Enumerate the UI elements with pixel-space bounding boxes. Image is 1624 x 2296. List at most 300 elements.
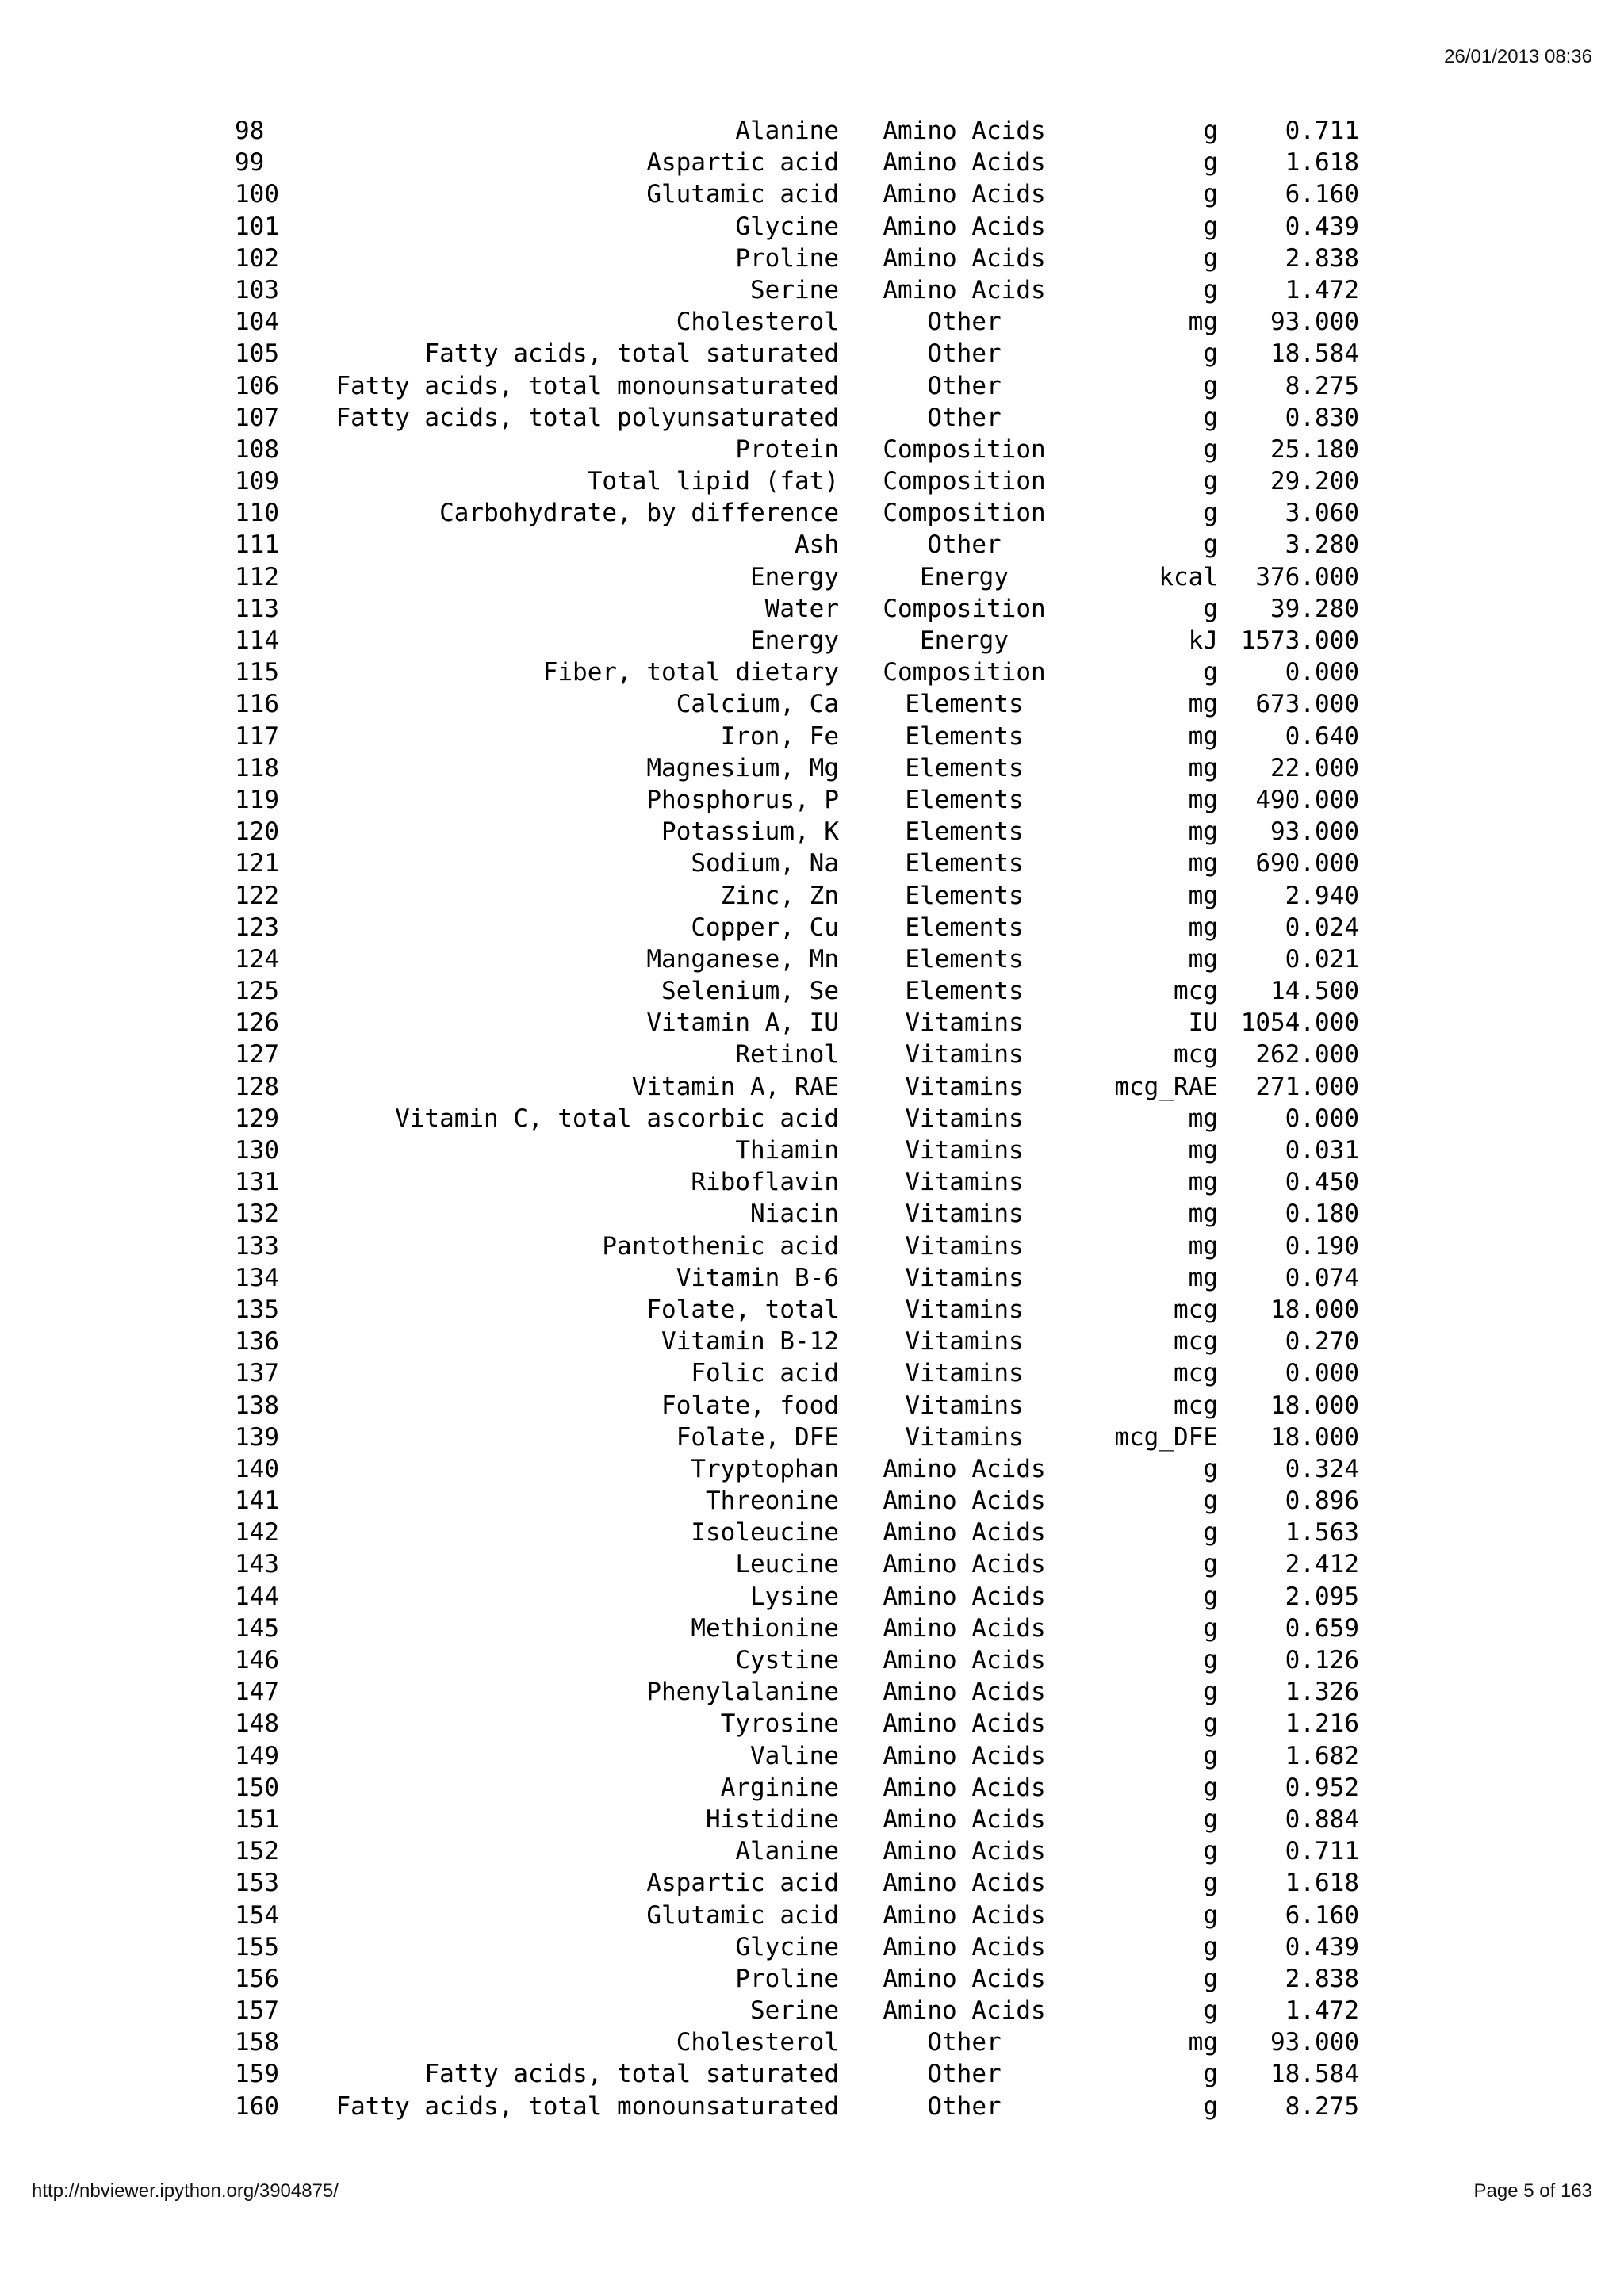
nutrient-category: Amino Acids xyxy=(883,212,1046,241)
nutrient-category: Composition xyxy=(883,594,1046,623)
nutrient-category: Elements xyxy=(905,753,1024,783)
table-row xyxy=(235,1390,1361,1422)
print-timestamp: 26/01/2013 08:36 xyxy=(1444,46,1592,67)
nutrient-name: Aspartic acid xyxy=(646,148,839,178)
row-index: 111 xyxy=(235,530,279,560)
nutrient-value: 93.000 xyxy=(1270,308,1359,337)
row-index: 118 xyxy=(235,753,279,783)
nutrient-category: Amino Acids xyxy=(883,1837,1046,1866)
nutrient-name: Fatty acids, total monounsaturated xyxy=(335,371,839,400)
nutrient-category: Amino Acids xyxy=(883,1900,1046,1930)
row-index: 121 xyxy=(235,849,279,878)
table-row xyxy=(235,1262,1361,1294)
nutrient-value: 0.000 xyxy=(1285,1359,1359,1388)
nutrient-name: Fiber, total dietary xyxy=(542,658,839,687)
nutrient-category: Amino Acids xyxy=(883,180,1046,209)
nutrient-name: Calcium, Ca xyxy=(676,690,839,719)
table-row xyxy=(235,912,1361,943)
table-row xyxy=(235,370,1361,402)
nutrient-name: Energy xyxy=(750,562,839,591)
row-index: 122 xyxy=(235,881,279,910)
table-row xyxy=(235,1230,1361,1262)
nutrient-category: Amino Acids xyxy=(883,1582,1046,1611)
nutrient-value: 0.952 xyxy=(1285,1773,1359,1802)
nutrient-name: Fatty acids, total saturated xyxy=(424,339,839,369)
table-row xyxy=(235,1613,1361,1644)
nutrient-unit: mcg xyxy=(1174,1359,1218,1388)
nutrient-name: Folate, DFE xyxy=(676,1422,839,1452)
row-index: 137 xyxy=(235,1359,279,1388)
nutrient-unit: mg xyxy=(1188,817,1218,847)
nutrient-category: Amino Acids xyxy=(883,1741,1046,1770)
nutrient-category: Elements xyxy=(905,721,1024,751)
nutrient-unit: g xyxy=(1203,1613,1218,1643)
row-index: 104 xyxy=(235,308,279,337)
nutrient-category: Other xyxy=(927,308,1002,337)
nutrient-name: Serine xyxy=(750,275,839,304)
row-index: 139 xyxy=(235,1422,279,1452)
nutrient-name: Threonine xyxy=(706,1487,839,1516)
row-index: 100 xyxy=(235,180,279,209)
table-row xyxy=(235,1581,1361,1613)
row-index: 134 xyxy=(235,1263,279,1292)
nutrient-name: Niacin xyxy=(750,1200,839,1229)
row-index: 106 xyxy=(235,371,279,400)
nutrient-unit: g xyxy=(1203,403,1218,432)
row-index: 115 xyxy=(235,658,279,687)
nutrient-category: Amino Acids xyxy=(883,1678,1046,1707)
nutrient-category: Elements xyxy=(905,944,1024,974)
nutrient-category: Composition xyxy=(883,434,1046,464)
nutrient-value: 0.000 xyxy=(1285,658,1359,687)
nutrient-value: 93.000 xyxy=(1270,2028,1359,2057)
nutrient-category: Other xyxy=(927,2028,1002,2057)
nutrient-unit: mg xyxy=(1188,1200,1218,1229)
nutrient-unit: g xyxy=(1203,2060,1218,2089)
row-index: 129 xyxy=(235,1104,279,1133)
nutrient-category: Vitamins xyxy=(905,1072,1024,1101)
table-row xyxy=(235,1485,1361,1517)
nutrient-category: Amino Acids xyxy=(883,1932,1046,1961)
row-index: 114 xyxy=(235,626,279,655)
nutrient-category: Vitamins xyxy=(905,1295,1024,1324)
nutrient-category: Elements xyxy=(905,849,1024,878)
row-index: 99 xyxy=(235,148,265,178)
nutrient-value: 1.216 xyxy=(1285,1709,1359,1739)
nutrient-unit: mg xyxy=(1188,849,1218,878)
nutrient-value: 22.000 xyxy=(1270,753,1359,783)
nutrient-value: 0.640 xyxy=(1285,721,1359,751)
nutrient-unit: mcg xyxy=(1174,977,1218,1006)
row-index: 123 xyxy=(235,913,279,942)
page-footer xyxy=(32,2180,1592,2204)
nutrient-name: Carbohydrate, by difference xyxy=(439,499,839,528)
row-index: 119 xyxy=(235,785,279,814)
nutrient-category: Amino Acids xyxy=(883,243,1046,273)
nutrient-category: Amino Acids xyxy=(883,1964,1046,1993)
nutrient-category: Amino Acids xyxy=(883,1613,1046,1643)
nutrient-unit: g xyxy=(1203,339,1218,369)
nutrient-unit: g xyxy=(1203,212,1218,241)
nutrient-value: 18.000 xyxy=(1270,1391,1359,1420)
nutrient-category: Amino Acids xyxy=(883,1709,1046,1739)
nutrient-unit: g xyxy=(1203,180,1218,209)
table-row xyxy=(235,656,1361,688)
nutrient-value: 1.472 xyxy=(1285,275,1359,304)
nutrient-name: Sodium, Na xyxy=(691,849,839,878)
nutrient-unit: g xyxy=(1203,658,1218,687)
nutrient-unit: g xyxy=(1203,434,1218,464)
nutrient-name: Fatty acids, total polyunsaturated xyxy=(335,403,839,432)
row-index: 113 xyxy=(235,594,279,623)
table-row xyxy=(235,306,1361,338)
nutrient-unit: g xyxy=(1203,1741,1218,1770)
row-index: 151 xyxy=(235,1804,279,1834)
table-row xyxy=(235,243,1361,274)
nutrient-category: Amino Acids xyxy=(883,1804,1046,1834)
nutrient-name: Folic acid xyxy=(691,1359,839,1388)
nutrient-unit: mg xyxy=(1188,721,1218,751)
row-index: 138 xyxy=(235,1391,279,1420)
table-row xyxy=(235,1963,1361,1995)
nutrient-value: 25.180 xyxy=(1270,434,1359,464)
table-row xyxy=(235,1995,1361,2026)
table-row xyxy=(235,1357,1361,1389)
nutrient-value: 0.074 xyxy=(1285,1263,1359,1292)
nutrient-unit: mg xyxy=(1188,913,1218,942)
table-row xyxy=(235,274,1361,306)
nutrient-category: Amino Acids xyxy=(883,1996,1046,2026)
row-index: 105 xyxy=(235,339,279,369)
row-index: 142 xyxy=(235,1518,279,1548)
nutrient-name: Isoleucine xyxy=(691,1518,839,1548)
nutrient-value: 29.200 xyxy=(1270,467,1359,496)
nutrient-value: 2.412 xyxy=(1285,1550,1359,1579)
nutrient-name: Vitamin B-6 xyxy=(676,1263,839,1292)
row-index: 147 xyxy=(235,1678,279,1707)
table-row xyxy=(235,1326,1361,1357)
table-row xyxy=(235,402,1361,434)
table-row xyxy=(235,1548,1361,1580)
nutrient-category: Elements xyxy=(905,977,1024,1006)
row-index: 110 xyxy=(235,499,279,528)
nutrient-name: Ash xyxy=(795,530,839,560)
nutrient-unit: kJ xyxy=(1188,626,1218,655)
table-row xyxy=(235,1422,1361,1453)
nutrient-name: Alanine xyxy=(735,117,839,145)
row-index: 154 xyxy=(235,1900,279,1930)
table-row xyxy=(235,178,1361,210)
row-index: 145 xyxy=(235,1613,279,1643)
nutrient-value: 0.190 xyxy=(1285,1231,1359,1261)
nutrient-unit: g xyxy=(1203,148,1218,178)
table-row xyxy=(235,816,1361,848)
nutrient-value: 0.896 xyxy=(1285,1487,1359,1516)
nutrient-unit: mg xyxy=(1188,1168,1218,1197)
table-row xyxy=(235,497,1361,529)
nutrient-category: Amino Acids xyxy=(883,1487,1046,1516)
row-index: 144 xyxy=(235,1582,279,1611)
nutrient-name: Glutamic acid xyxy=(646,1900,839,1930)
row-index: 131 xyxy=(235,1168,279,1197)
table-row xyxy=(235,1708,1361,1739)
nutrient-table xyxy=(235,115,1361,2122)
nutrient-value: 1.618 xyxy=(1285,1869,1359,1898)
nutrient-unit: mg xyxy=(1188,1136,1218,1165)
row-index: 150 xyxy=(235,1773,279,1802)
nutrient-value: 1.682 xyxy=(1285,1741,1359,1770)
table-row xyxy=(235,2026,1361,2058)
table-row xyxy=(235,1294,1361,1326)
nutrient-name: Cystine xyxy=(735,1646,839,1674)
nutrient-category: Vitamins xyxy=(905,1200,1024,1229)
nutrient-name: Selenium, Se xyxy=(661,977,839,1006)
table-row xyxy=(235,721,1361,752)
row-index: 109 xyxy=(235,467,279,496)
nutrient-value: 0.126 xyxy=(1285,1646,1359,1674)
nutrient-category: Elements xyxy=(905,785,1024,814)
nutrient-name: Zinc, Zn xyxy=(720,881,839,910)
row-index: 120 xyxy=(235,817,279,847)
nutrient-name: Protein xyxy=(735,434,839,464)
row-index: 101 xyxy=(235,212,279,241)
nutrient-unit: g xyxy=(1203,594,1218,623)
table-row xyxy=(235,1676,1361,1708)
nutrient-unit: mg xyxy=(1188,690,1218,719)
nutrient-name: Water xyxy=(764,594,839,623)
nutrient-category: Amino Acids xyxy=(883,275,1046,304)
nutrient-category: Elements xyxy=(905,881,1024,910)
nutrient-category: Amino Acids xyxy=(883,1646,1046,1674)
nutrient-value: 0.021 xyxy=(1285,944,1359,974)
nutrient-category: Vitamins xyxy=(905,1422,1024,1452)
nutrient-unit: mg xyxy=(1188,308,1218,337)
row-index: 143 xyxy=(235,1550,279,1579)
nutrient-category: Other xyxy=(927,339,1002,369)
nutrient-category: Other xyxy=(927,403,1002,432)
nutrient-category: Amino Acids xyxy=(883,1869,1046,1898)
nutrient-name: Vitamin A, RAE xyxy=(631,1072,839,1101)
nutrient-value: 8.275 xyxy=(1285,2091,1359,2121)
table-row xyxy=(235,688,1361,720)
nutrient-name: Lysine xyxy=(750,1582,839,1611)
nutrient-name: Potassium, K xyxy=(661,817,839,847)
row-index: 136 xyxy=(235,1327,279,1357)
nutrient-name: Copper, Cu xyxy=(691,913,839,942)
nutrient-category: Energy xyxy=(920,562,1009,591)
nutrient-name: Serine xyxy=(750,1996,839,2026)
row-index: 98 xyxy=(235,117,265,145)
nutrient-unit: g xyxy=(1203,1964,1218,1993)
nutrient-value: 2.838 xyxy=(1285,1964,1359,1993)
nutrient-category: Vitamins xyxy=(905,1168,1024,1197)
nutrient-name: Total lipid (fat) xyxy=(587,467,839,496)
nutrient-unit: g xyxy=(1203,117,1218,145)
footer-url: http://nbviewer.ipython.org/3904875/ xyxy=(32,2180,339,2202)
table-row xyxy=(235,1453,1361,1485)
table-row xyxy=(235,880,1361,912)
nutrient-unit: g xyxy=(1203,1487,1218,1516)
nutrient-name: Glutamic acid xyxy=(646,180,839,209)
nutrient-category: Composition xyxy=(883,467,1046,496)
nutrient-value: 490.000 xyxy=(1255,785,1359,814)
table-row xyxy=(235,561,1361,593)
nutrient-value: 93.000 xyxy=(1270,817,1359,847)
table-row xyxy=(235,1135,1361,1166)
nutrient-value: 0.884 xyxy=(1285,1804,1359,1834)
table-row xyxy=(235,752,1361,784)
table-row xyxy=(235,1931,1361,1963)
nutrient-value: 18.584 xyxy=(1270,339,1359,369)
nutrient-category: Amino Acids xyxy=(883,1454,1046,1483)
nutrient-value: 0.270 xyxy=(1285,1327,1359,1357)
nutrient-name: Cholesterol xyxy=(676,308,839,337)
row-index: 127 xyxy=(235,1040,279,1070)
nutrient-value: 1.472 xyxy=(1285,1996,1359,2026)
nutrient-unit: mcg xyxy=(1174,1327,1218,1357)
row-index: 149 xyxy=(235,1741,279,1770)
nutrient-name: Iron, Fe xyxy=(720,721,839,751)
nutrient-value: 1.563 xyxy=(1285,1518,1359,1548)
nutrient-unit: mg xyxy=(1188,881,1218,910)
nutrient-value: 1.618 xyxy=(1285,148,1359,178)
nutrient-value: 3.060 xyxy=(1285,499,1359,528)
nutrient-unit: mcg_RAE xyxy=(1114,1072,1218,1101)
table-row xyxy=(235,338,1361,369)
nutrient-unit: g xyxy=(1203,1869,1218,1898)
nutrient-name: Aspartic acid xyxy=(646,1869,839,1898)
row-index: 116 xyxy=(235,690,279,719)
nutrient-name: Cholesterol xyxy=(676,2028,839,2057)
row-index: 155 xyxy=(235,1932,279,1961)
table-row xyxy=(235,943,1361,975)
nutrient-value: 39.280 xyxy=(1270,594,1359,623)
nutrient-value: 2.095 xyxy=(1285,1582,1359,1611)
nutrient-name: Glycine xyxy=(735,1932,839,1961)
nutrient-value: 0.830 xyxy=(1285,403,1359,432)
nutrient-value: 1.326 xyxy=(1285,1678,1359,1707)
row-index: 159 xyxy=(235,2060,279,2089)
nutrient-name: Histidine xyxy=(706,1804,839,1834)
nutrient-name: Leucine xyxy=(735,1550,839,1579)
nutrient-value: 18.000 xyxy=(1270,1422,1359,1452)
nutrient-value: 18.000 xyxy=(1270,1295,1359,1324)
nutrient-name: Folate, food xyxy=(661,1391,839,1420)
nutrient-value: 1054.000 xyxy=(1240,1008,1359,1038)
row-index: 103 xyxy=(235,275,279,304)
nutrient-name: Manganese, Mn xyxy=(646,944,839,974)
nutrient-unit: g xyxy=(1203,1932,1218,1961)
table-row xyxy=(235,1103,1361,1135)
table-row xyxy=(235,593,1361,625)
nutrient-name: Energy xyxy=(750,626,839,655)
nutrient-category: Vitamins xyxy=(905,1263,1024,1292)
row-index: 125 xyxy=(235,977,279,1006)
table-row xyxy=(235,115,1361,147)
nutrient-value: 271.000 xyxy=(1255,1072,1359,1101)
row-index: 102 xyxy=(235,243,279,273)
nutrient-category: Vitamins xyxy=(905,1391,1024,1420)
nutrient-value: 0.711 xyxy=(1285,117,1359,145)
nutrient-unit: mg xyxy=(1188,1104,1218,1133)
nutrient-category: Elements xyxy=(905,913,1024,942)
nutrient-unit: g xyxy=(1203,1773,1218,1802)
table-row xyxy=(235,1835,1361,1867)
nutrient-value: 0.024 xyxy=(1285,913,1359,942)
nutrient-value: 0.450 xyxy=(1285,1168,1359,1197)
row-index: 133 xyxy=(235,1231,279,1261)
nutrient-name: Phosphorus, P xyxy=(646,785,839,814)
nutrient-unit: mg xyxy=(1188,753,1218,783)
nutrient-name: Glycine xyxy=(735,212,839,241)
table-row xyxy=(235,529,1361,561)
row-index: 112 xyxy=(235,562,279,591)
nutrient-category: Amino Acids xyxy=(883,1550,1046,1579)
nutrient-value: 2.838 xyxy=(1285,243,1359,273)
nutrient-category: Other xyxy=(927,2060,1002,2089)
nutrient-category: Amino Acids xyxy=(883,117,1046,145)
nutrient-value: 0.439 xyxy=(1285,212,1359,241)
row-index: 128 xyxy=(235,1072,279,1101)
row-index: 126 xyxy=(235,1008,279,1038)
nutrient-name: Vitamin C, total ascorbic acid xyxy=(395,1104,839,1133)
row-index: 156 xyxy=(235,1964,279,1993)
table-row xyxy=(235,2058,1361,2090)
nutrient-name: Riboflavin xyxy=(691,1168,839,1197)
nutrient-name: Fatty acids, total monounsaturated xyxy=(335,2091,839,2121)
nutrient-category: Composition xyxy=(883,499,1046,528)
nutrient-category: Elements xyxy=(905,817,1024,847)
nutrient-value: 0.324 xyxy=(1285,1454,1359,1483)
nutrient-value: 690.000 xyxy=(1255,849,1359,878)
nutrient-unit: g xyxy=(1203,1646,1218,1674)
nutrient-value: 673.000 xyxy=(1255,690,1359,719)
row-index: 157 xyxy=(235,1996,279,2026)
nutrient-unit: mcg_DFE xyxy=(1114,1422,1218,1452)
nutrient-name: Pantothenic acid xyxy=(602,1231,839,1261)
table-row xyxy=(235,848,1361,879)
table-row xyxy=(235,625,1361,656)
nutrient-unit: IU xyxy=(1188,1008,1218,1038)
nutrient-name: Phenylalanine xyxy=(646,1678,839,1707)
nutrient-category: Vitamins xyxy=(905,1359,1024,1388)
nutrient-name: Folate, total xyxy=(646,1295,839,1324)
row-index: 132 xyxy=(235,1200,279,1229)
table-row xyxy=(235,1007,1361,1039)
row-index: 124 xyxy=(235,944,279,974)
table-row xyxy=(235,1644,1361,1676)
nutrient-value: 14.500 xyxy=(1270,977,1359,1006)
nutrient-value: 0.000 xyxy=(1285,1104,1359,1133)
nutrient-unit: mg xyxy=(1188,1231,1218,1261)
row-index: 153 xyxy=(235,1869,279,1898)
nutrient-category: Elements xyxy=(905,690,1024,719)
nutrient-unit: mcg xyxy=(1174,1391,1218,1420)
nutrient-unit: kcal xyxy=(1159,562,1218,591)
nutrient-category: Amino Acids xyxy=(883,1773,1046,1802)
row-index: 107 xyxy=(235,403,279,432)
row-index: 146 xyxy=(235,1646,279,1674)
nutrient-value: 3.280 xyxy=(1285,530,1359,560)
table-row xyxy=(235,1900,1361,1931)
nutrient-value: 6.160 xyxy=(1285,1900,1359,1930)
nutrient-category: Composition xyxy=(883,658,1046,687)
nutrient-category: Vitamins xyxy=(905,1136,1024,1165)
nutrient-name: Tyrosine xyxy=(720,1709,839,1739)
nutrient-name: Arginine xyxy=(720,1773,839,1802)
nutrient-category: Other xyxy=(927,2091,1002,2121)
table-row xyxy=(235,784,1361,816)
